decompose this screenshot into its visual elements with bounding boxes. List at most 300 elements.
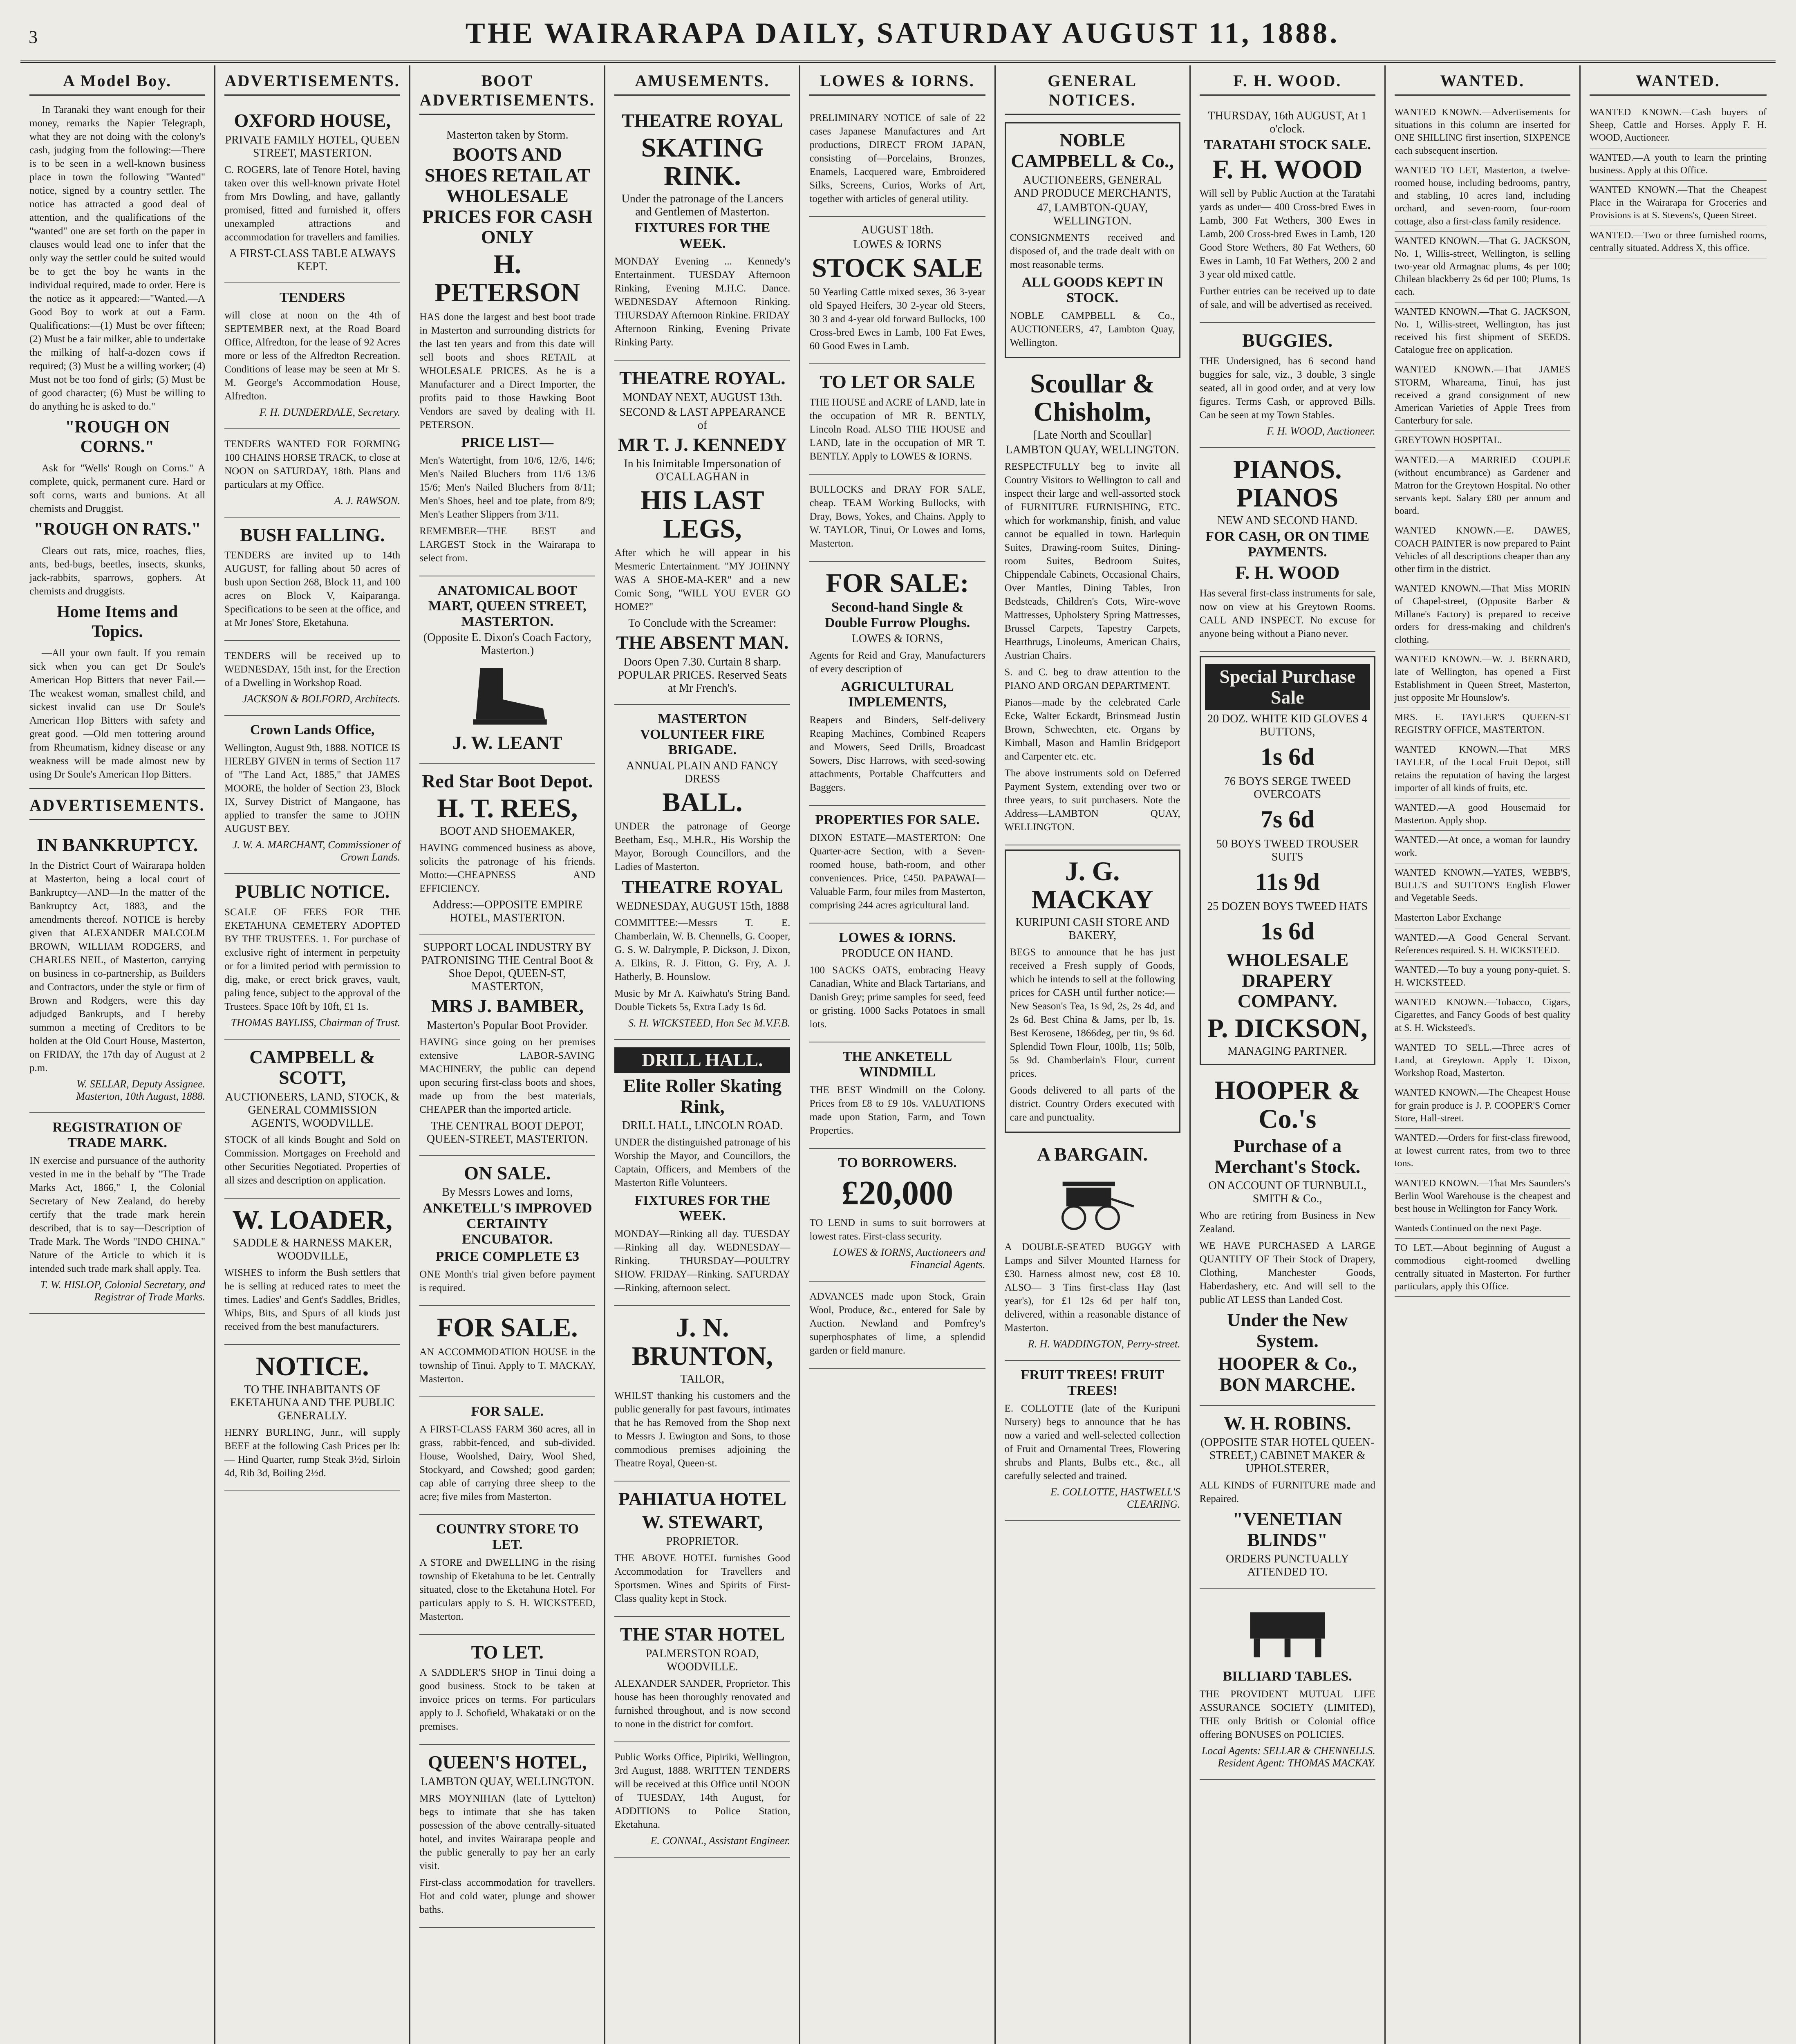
- ad-red-star: [419, 764, 595, 935]
- ad-name: MRS J. BAMBER,: [431, 995, 584, 1017]
- ad-heading: PROPERTIES FOR SALE.: [815, 812, 980, 828]
- wanted-item: WANTED.—A youth to learn the printing business. Apply at this Office.: [1590, 148, 1767, 181]
- ad-ploughs: [809, 562, 985, 806]
- ad-address: LAMBTON QUAY, WELLINGTON.: [1005, 443, 1179, 456]
- ad-footer: The above instruments sold on Deferred Payment System, extending over two or three years, to suit purchasers. Note the Address—LAMBTON QUAY, WELLINGTON.: [1004, 767, 1180, 833]
- ad-company: WHOLESALE DRAPERY COMPANY.: [1226, 949, 1349, 1012]
- ad-drill-hall: [614, 1040, 790, 1306]
- column-head: WANTED.: [1590, 71, 1767, 96]
- ad-heading: BUGGIES.: [1242, 330, 1333, 351]
- ad-signature: Local Agents: SELLAR & CHENNELLS. Resident Agent: THOMAS MACKAY.: [1201, 1745, 1375, 1769]
- ad-signature: S. H. WICKSTEED, Hon Sec M.V.F.B.: [628, 1017, 791, 1029]
- ad-subheading: AUCTIONEERS, LAND, STOCK, & GENERAL COMMISSION AGENTS, WOODVILLE.: [225, 1090, 400, 1130]
- ad-tagline: Masterton's Popular Boot Provider.: [427, 1019, 588, 1032]
- ad-note: ALL GOODS KEPT IN STOCK.: [1021, 275, 1163, 306]
- ad-encubator: [419, 1156, 595, 1307]
- column-1: [20, 65, 215, 2044]
- ad-text: 100 SACKS OATS, embracing Heavy Canadian, White and Black Tartarians, and Danish Grey; prime samples for seed, feed or gristing. 1000 Sacks Potatoes in small lots.: [809, 965, 985, 1030]
- ad-signature: W. SELLAR, Deputy Assignee. Masterton, 10th August, 1888.: [76, 1078, 206, 1102]
- column-4: [605, 65, 800, 2044]
- ad-subheading: LAMBTON QUAY, WELLINGTON.: [420, 1775, 594, 1788]
- wanted-item: WANTED.—To buy a young pony-quiet. S. H. WICKSTEED.: [1395, 961, 1570, 993]
- ad-name: Elite Roller Skating Rink,: [623, 1075, 782, 1117]
- ad-text: REMEMBER—THE BEST and LARGEST Stock in the Wairarapa to select from.: [419, 525, 596, 564]
- ad-text: DIXON ESTATE—MASTERTON: One Quarter-acre Section, with a Seven-roomed house, bath-room, and other conveniences. Price, £450. PAPAWAI—Valuable Farm, four miles from Masterton, comprising 244 acres agricultural land.: [809, 832, 985, 911]
- ad-big-title: Under the New System.: [1227, 1309, 1348, 1351]
- ad-heading: TENDERS: [279, 289, 345, 305]
- ad-heading: FOR SALE:: [826, 568, 969, 598]
- section-head: ADVERTISEMENTS.: [29, 796, 205, 820]
- ad-fire-brigade-ball: [614, 705, 790, 1040]
- ad-pianos: [1200, 448, 1375, 652]
- ad-text: WE HAVE PURCHASED A LARGE QUANTITY OF Their Stock of Drapery, Clothing, Manchester Goods, Haberdashery, etc. And will sell to the public AT LESS than Landed Cost.: [1199, 1240, 1375, 1306]
- ad-heading: TO LET.: [471, 1641, 544, 1663]
- ad-skating-rink: [614, 103, 790, 361]
- ad-heading: CAMPBELL & SCOTT,: [249, 1046, 376, 1088]
- column-head: A Model Boy.: [29, 71, 205, 96]
- wanted-item: WANTED.—Two or three furnished rooms, centrally situated. Address X, this office.: [1590, 226, 1767, 258]
- ad-heading: TARATAHI STOCK SALE.: [1204, 137, 1371, 152]
- ad-fixtures: MONDAY—Rinking all day. TUESDAY—Rinking all day. WEDNESDAY—Rinking. THURSDAY—POULTRY SHOW. FRIDAY—Rinking. SATURDAY—Rinking, afternoon select.: [614, 1228, 791, 1294]
- column-8: [1386, 65, 1581, 2044]
- ad-name: ANKETELL'S IMPROVED CERTAINTY ENCUBATOR.: [422, 1201, 592, 1247]
- ad-text: THE BEST Windmill on the Colony. Prices from £8 to £9 10s. VALUATIONS made upon Station, Farm, and Town Properties.: [809, 1085, 985, 1136]
- ad-text: Will sell by Public Auction at the Taratahi yards as under— 400 Cross-bred Ewes in Lamb, 300 Fat Wethers, 300 Ewes in Lamb, 200 Cross-bred Ewes in Lamb, 120 Good Store Wethers, 80 Fat Wethers, 60 Ewes in Lamb, 10 Fat Wethers, 200 2 and 3 year old mixed cattle.: [1199, 188, 1375, 280]
- columns: [20, 65, 1776, 2044]
- ad-name: BALL.: [662, 787, 743, 817]
- divider: [29, 788, 205, 789]
- ad-heading: Crown Lands Office,: [250, 722, 375, 738]
- ad-country-store: [419, 1515, 595, 1635]
- ad-big-title: HIS LAST LEGS,: [640, 485, 764, 544]
- ad-text: ALL KINDS of FURNITURE made and Repaired.: [1199, 1480, 1375, 1505]
- ad-heading: FOR SALE.: [471, 1403, 544, 1419]
- column-head: F. H. WOOD.: [1200, 71, 1375, 96]
- wanted-item: Masterton Labor Exchange: [1395, 908, 1570, 928]
- ad-text: AN ACCOMMODATION HOUSE in the township of Tinui. Apply to T. MACKAY, Masterton.: [419, 1346, 596, 1385]
- ad-venue: THEATRE ROYAL: [621, 876, 783, 897]
- column-7: [1191, 65, 1386, 2044]
- ad-kennedy: [614, 361, 790, 704]
- wanted-item: TO LET.—About beginning of August a commodious eight-roomed dwelling centrally situated in Masterton. For further particulars, apply this Office.: [1395, 1239, 1570, 1297]
- ad-text: UNDER the distinguished patronage of his Worship the Mayor, and Councillors, the Captain, Officers, and Members of the Masterton Rifle Volunteers.: [614, 1137, 791, 1189]
- ad-subheading: SECOND & LAST APPEARANCE of: [619, 406, 786, 432]
- ad-queens-hotel: [419, 1745, 595, 1928]
- ad-notice-eketahuna: [224, 1345, 400, 1491]
- ad-buggies: [1200, 323, 1375, 448]
- ad-subheading: MANAGING PARTNER.: [1227, 1045, 1348, 1058]
- article-text: Ask for "Wells' Rough on Corns." A complete, quick, permanent cure. Hard or soft corns, warts and bunions. At all chemists and Druggist.: [29, 463, 206, 514]
- ad-heading: FOR SALE.: [437, 1313, 578, 1343]
- ad-amount: £20,000: [841, 1174, 953, 1213]
- ad-loader: [224, 1199, 400, 1345]
- ad-mackay: [1005, 849, 1180, 1133]
- ad-heading: Red Star Boot Depot.: [422, 771, 593, 792]
- page-number: 3: [29, 27, 38, 47]
- column-6: [996, 65, 1191, 2044]
- wanted-item: GREYTOWN HOSPITAL.: [1395, 431, 1570, 450]
- ad-signature: E. COLLOTTE, HASTWELL'S CLEARING.: [1050, 1486, 1180, 1510]
- ad-subheading: (Opposite E. Dixon's Coach Factory, Masterton.): [423, 631, 591, 657]
- ad-subheading: [Late North and Scoullar]: [1033, 428, 1151, 442]
- ad-subheading: AUCTIONEERS, GENERAL AND PRODUCE MERCHANTS,: [1014, 174, 1171, 200]
- ad-heading: ON SALE.: [464, 1162, 551, 1183]
- ad-subheading: PROPRIETOR.: [666, 1535, 739, 1548]
- article-title: Home Items and Topics.: [56, 603, 178, 641]
- ad-date: THURSDAY, 16th AUGUST, At 1 o'clock.: [1208, 110, 1367, 135]
- ad-heading: BOOTS AND SHOES RETAIL AT WHOLESALE PRICES FOR CASH ONLY: [422, 144, 593, 248]
- ad-properties: [809, 806, 985, 923]
- ad-bargain: [1005, 1137, 1180, 1361]
- article-text: —All your own fault. If you remain sick when you can get Dr Soule's American Hop Bitters that never Fail.—The weakest woman, smallest child, and sickest invalid can use Dr Soule's American Hop Bitters with safety and great good. —Old men tottering around from Rheumatism, kidney disease or any weakness will be made almost new by using Dr Soule's American Hop Bitters.: [29, 648, 206, 780]
- ad-subheading: PALMERSTON ROAD, WOODVILLE.: [645, 1647, 759, 1673]
- ad-text: HENRY BURLING, Junr., will supply BEEF at the following Cash Prices per lb:— Hind Quarter, rump Steak 3½d, Sirloin 4d, Rib 3d, Boiling 2½d.: [224, 1427, 401, 1479]
- ad-noble-campbell: [1005, 122, 1180, 358]
- ad-note: A FIRST-CLASS TABLE ALWAYS KEPT.: [229, 247, 396, 273]
- article-text: In Taranaki they want enough for their money, remarks the Napier Telegraph, what they are not doing with the colony's cash, judging from the following:—There is to be seen in a well-known business place in town the following "Wanted" notice, signed by a country settler. The notice has attracted a good deal of attention, and the qualifications of the "wanted" one are set forth on the paper in clauses would lead one to infer that the only way the settler could be suited would be to get the boy he wants in the individual required, made to order. Here is the notice as it appeared:—"Wanted.—A Good Boy to work at out a Farm. Qualifications:—(1) Must be over fifteen; (2) Must be a fair milker, able to undertake the milking of half-a-dozen cows if required; (3) Must be a willing worker; (4) Must not be too fond of girls; (5) Must be of good character; (6) Must be willing to do anything he is asked to do.": [29, 104, 206, 412]
- article-model-boy: [29, 103, 205, 781]
- ad-name: J. N. BRUNTON,: [632, 1313, 773, 1371]
- ad-subheading: PRIVATE FAMILY HOTEL, QUEEN STREET, MASTERTON.: [225, 133, 400, 159]
- ad-heading: "VENETIAN BLINDS": [1232, 1508, 1342, 1550]
- ad-price: 1s 6d: [1260, 743, 1315, 771]
- wanted-item: WANTED KNOWN.—Tobacco, Cigars, Cigarettes, and Fancy Goods of best quality at S. H. Wicksteed's.: [1395, 993, 1570, 1038]
- ad-brunton: [614, 1306, 790, 1481]
- ad-heading: PAHIATUA HOTEL: [618, 1488, 786, 1509]
- wanted-item: WANTED.—A Good General Servant. References required. S. H. WICKSTEED.: [1395, 928, 1570, 961]
- ad-robins: [1200, 1406, 1375, 1589]
- ad-subheading: SUPPORT LOCAL INDUSTRY BY PATRONISING THE Central Boot & Shoe Depot, QUEEN-ST, MASTERTON,: [421, 941, 594, 993]
- ad-text: THE ABOVE HOTEL furnishes Good Accommodation for Travellers and Sportsmen. Wines and Spirits of First-Class quality kept in Stock.: [614, 1553, 791, 1605]
- ad-text: THE HOUSE and ACRE of LAND, late in the occupation of MR R. BENTLY, Lincoln Road. ALSO THE HOUSE and LAND, late in the occupation of MR T. BENTLY. Apply to LOWES & IORNS.: [809, 397, 985, 462]
- ad-price: 1s 6d: [1260, 918, 1315, 945]
- ad-piano-heading: S. and C. beg to draw attention to the PIANO AND ORGAN DEPARTMENT.: [1004, 666, 1180, 691]
- ad-subheading: Second-hand Single & Double Furrow Ploughs.: [824, 600, 970, 631]
- wanted-item: WANTED.—A good Housemaid for Masterton. Apply shop.: [1395, 798, 1570, 831]
- ad-music: Music by Mr A. Kaiwhatu's String Band. Double Tickets 5s, Extra Lady 1s 6d.: [614, 988, 791, 1013]
- column-5: [800, 65, 995, 2044]
- ad-text: WHILST thanking his customers and the public generally for past favours, intimates that he has Removed from the Shop next to Messrs J. Ewington and Sons, to those commodious premises adjoining the Theatre Royal, Queen-st.: [614, 1390, 791, 1469]
- ad-subheading: KURIPUNI CASH STORE AND BAKERY,: [1015, 916, 1169, 942]
- billiard-table-icon: [1243, 1598, 1332, 1664]
- ad-piano-text: Pianos—made by the celebrated Carle Ecke, Walter Eckardt, Brinsmead Justin Brown, Schwechten, etc. Organs by Kimball, Mason and Hamlin Bridgeport and Carpenter etc. etc.: [1004, 697, 1180, 762]
- ad-signature: F. H. WOOD, Auctioneer.: [1267, 425, 1375, 437]
- ad-text: In the District Court of Wairarapa holden at Masterton, being a local court of Bankruptcy—AND—In the matter of the Bankruptcy Act, 1883, and the amendments thereof. NOTICE is hereby given that ALEXANDER MALCOLM BROWN, WILLIAM RODGERS, and CHARLES NEIL, of Masterton, carrying on business in co-partnership, as Builders and Contractors, under the style or firm of Brown and Rodgers, were this day adjudged Bankrupts, and I hereby summon a meeting of Creditors to be holden at the Old Court House, Masterton, on FRIDAY, the 17th day of August at 2 p.m.: [29, 860, 206, 1074]
- ad-text: MRS MOYNIHAN (late of Lyttelton) begs to intimate that she has taken possession of the above centrally-situated hotel, and invites Wairarapa people and the public generally to pay her an early visit.: [419, 1793, 596, 1871]
- ad-text: Agents for Reid and Gray, Manufacturers of every description of: [809, 650, 985, 675]
- ad-heading: THE STAR HOTEL: [620, 1624, 785, 1645]
- ad-signature: JACKSON & BOLFORD, Architects.: [242, 693, 401, 705]
- ad-text: After which he will appear in his Mesmeric Entertainment. "MY JOHNNY WAS A SHOE-MA-KER" and a new Comic Song, "WILL YOU EVER GO HOME?": [614, 547, 791, 612]
- ad-name: NOBLE CAMPBELL & Co.,: [1011, 130, 1174, 171]
- ad-terms: FOR CASH, OR ON TIME PAYMENTS.: [1205, 529, 1370, 560]
- ad-heading: COUNTRY STORE TO LET.: [436, 1521, 579, 1552]
- ad-bush-falling: [224, 518, 400, 641]
- ad-item: 25 DOZEN BOYS TWEED HATS: [1207, 900, 1368, 913]
- ad-text: Wellington, August 9th, 1888. NOTICE IS HEREBY GIVEN in terms of Section 117 of "The Land Act, 1885," that JAMES MOORE, the holder of Section 23, Block IX, Survey District of Mangaone, has applied to transfer the same to JOHN AUGUST BEY.: [224, 742, 401, 835]
- ad-text: A FIRST-CLASS FARM 360 acres, all in grass, rabbit-fenced, and sub-divided. House, Woolshed, Dairy, Wool Shed, Stockyard, and Cowshed; good garden; cap able of carrying three sheep to the acre; five miles from Masterton.: [419, 1423, 596, 1502]
- ad-subheading: BOOT AND SHOEMAKER,: [440, 825, 575, 838]
- wanted-item: WANTED TO SELL.—Three acres of Land, at Greytown. Apply T. Dixon, Workshop Road, Masterton.: [1395, 1038, 1570, 1084]
- ad-text: ALEXANDER SANDER, Proprietor. This house has been thoroughly renovated and furnished throughout, and is now second to none in the district for comfort.: [614, 1678, 791, 1730]
- ad-subheading: ANNUAL PLAIN AND FANCY DRESS: [626, 759, 779, 785]
- ad-footer: Further entries can be received up to date of sale, and will be advertised as received.: [1199, 286, 1375, 311]
- ad-heading: IN BANKRUPTCY.: [36, 834, 198, 855]
- ad-anatomical-boot: [419, 576, 595, 764]
- ad-text: ADVANCES made upon Stock, Grain Wool, Produce, &c., entered for Sale by Auction. Newland and Pomfrey's superphosphates of lime, a splendid garden or field manure.: [809, 1291, 985, 1356]
- ad-subheading: TO THE INHABITANTS OF EKETAHUNA AND THE PUBLIC GENERALLY.: [230, 1383, 395, 1422]
- ad-text: TENDERS are invited up to 14th AUGUST, for falling about 50 acres of bush upon Section 268, Block 11, and 100 acres on Block V, Kaiparanga. Specifications to be seen at the office, and at Mr Jones' Store, Eketahuna.: [224, 550, 401, 629]
- ad-address: Address:—OPPOSITE EMPIRE HOTEL, MASTERTON.: [432, 899, 583, 925]
- ad-subheading: LOWES & IORNS: [853, 238, 942, 251]
- ad-text: STOCK of all kinds Bought and Sold on Commission. Mortgages on Freehold and other Securities Negotiated. Properties of all sizes and description on application.: [224, 1134, 401, 1186]
- column-head: WANTED.: [1395, 71, 1570, 96]
- ad-note: ORDERS PUNCTUALLY ATTENDED TO.: [1226, 1553, 1349, 1579]
- ad-campbell-scott: [224, 1040, 400, 1199]
- ad-subheading: (OPPOSITE STAR HOTEL QUEEN-STREET,) CABINET MAKER & UPHOLSTERER,: [1200, 1436, 1375, 1475]
- article-title: "ROUGH ON CORNS.": [65, 418, 170, 456]
- ad-heading: THEATRE ROYAL.: [619, 368, 786, 389]
- ad-text: IN exercise and pursuance of the authority vested in me in the behalf by "The Trade Marks Act, 1866," I, the Colonial Secretary of New Zealand, do hereby certify that the trade mark herein described, that is to say—Description of Trade Mark. The Words "INDO CHINA." Nature of the Article to which it is intended such trade mark shall apply. Tea.: [29, 1155, 206, 1274]
- column-2: [215, 65, 410, 2044]
- ad-to-let-or-sale: [809, 364, 985, 475]
- ad-text: A DOUBLE-SEATED BUGGY with Lamps and Silver Mounted Harness for £30. Harness almost new, cost £8 10. ALSO— 3 Tins first-class Hay (last year's), for £1 12s 6d per half ton, delivered, within a reasonable distance of Masterton.: [1004, 1241, 1180, 1334]
- ad-text: TO LEND in sums to suit borrowers at lowest rates. First-class security.: [809, 1217, 985, 1242]
- ad-text: UNDER the patronage of George Beetham, Esq., M.H.R., His Worship the Mayor, Borough Councillors, and the Ladies of Masterton.: [614, 820, 791, 872]
- ad-text: MONDAY Evening ... Kennedy's Entertainment. TUESDAY Afternoon Rinking, Evening M.H.C. Dance. WEDNESDAY Afternoon Rinking. THURSDAY Afternoon Rinkine. FRIDAY Afternoon Rinking, Evening Private Rinking Party.: [614, 256, 791, 348]
- ad-taratahi-sale: [1200, 103, 1375, 323]
- ad-text: SCALE OF FEES FOR THE EKETAHUNA CEMETERY ADOPTED BY THE TRUSTEES. 1. For purchase of exclusive right of interment in perpetuity or for a limited period with permission to dig, make, or erect brick graves, vault, paling fence, subject to the approval of the Trustees. Space 10ft by 10ft, £1 1s.: [224, 906, 401, 1012]
- ad-subheading: Masterton taken by Storm.: [446, 129, 569, 141]
- ad-heading: DRILL HALL.: [614, 1047, 790, 1073]
- ad-trademark: [29, 1113, 205, 1314]
- wanted-item: WANTED.—At once, a woman for laundry work.: [1395, 831, 1570, 863]
- ad-item: 76 BOYS SERGE TWEED OVERCOATS: [1224, 775, 1351, 801]
- ad-subheading: SADDLE & HARNESS MAKER, WOODVILLE,: [233, 1237, 392, 1263]
- ad-note: First-class accommodation for travellers. Hot and cold water, plunge and shower baths.: [419, 1877, 596, 1915]
- wanted-item: WANTED KNOWN.—That Mrs Saunders's Berlin Wool Warehouse is the cheapest and best house in Wellington for Fancy Work.: [1395, 1174, 1570, 1219]
- ad-text: C. ROGERS, late of Tenore Hotel, having taken over this well-known private Hotel from Mrs Dowling, and have, gallantly promised, fitted and furnished it, offers unexampled attractions and accommodation for travellers and families.: [224, 164, 401, 243]
- ad-footer: HOOPER & Co., BON MARCHE.: [1218, 1353, 1357, 1395]
- ad-name: J. W. LEANT: [452, 732, 562, 753]
- ad-name: J. G. MACKAY: [1031, 856, 1153, 915]
- wanted-item: WANTED.—Orders for first-class firewood, at lowest current rates, from two to three tons.: [1395, 1129, 1570, 1174]
- ad-signature: LOWES & IORNS, Auctioneers and Financial Agents.: [833, 1246, 985, 1271]
- ad-public-notice: [224, 874, 400, 1040]
- wanted-item: WANTED KNOWN.—The Cheapest House for grain produce is J. P. COOPER'S Corner Store, Hall-street.: [1395, 1083, 1570, 1129]
- ad-subheading: TAILOR,: [680, 1372, 725, 1385]
- buggy-icon: [1048, 1170, 1138, 1235]
- boot-icon: [462, 662, 552, 728]
- wanted-list: [1590, 103, 1767, 258]
- ad-text: BULLOCKS and DRAY FOR SALE, cheap. TEAM Working Bullocks, with Dray, Bows, Yokes, and Chains. Apply to W. TAYLOR, Tinui, Or Lowes and Iorns, Masterton.: [809, 484, 985, 549]
- wanted-item: WANTED KNOWN.—That MRS TAYLER, of the Local Fruit Depot, still retains the reputation of having the largest importer of all kinds of fruits, etc.: [1395, 740, 1570, 798]
- ad-pahiatua-hotel: [614, 1481, 790, 1617]
- ad-windmill: [809, 1042, 985, 1149]
- ad-heading: OXFORD HOUSE,: [234, 110, 391, 131]
- ad-borrowers: [809, 1149, 985, 1282]
- column-head: AMUSEMENTS.: [614, 71, 790, 96]
- ad-heading: ANATOMICAL BOOT MART, QUEEN STREET, MASTERTON.: [428, 583, 587, 629]
- ad-horse-track: [224, 429, 400, 518]
- ad-text: E. COLLOTTE (late of the Kuripuni Nursery) begs to announce that he has now a varied and well-selected collection of Fruit and Ornamental Trees, Flowering shrubs and Plants, Bulbs etc., &c., all carefully selected and trained.: [1004, 1403, 1180, 1481]
- ad-subheading: PRODUCE ON HAND.: [841, 947, 953, 960]
- newspaper-title: THE WAIRARAPA DAILY, SATURDAY AUGUST 11, 1888.: [465, 17, 1340, 49]
- ad-fruit-trees: [1005, 1361, 1180, 1521]
- ad-footer: Goods delivered to all parts of the district. Country Orders executed with care and punctuality.: [1010, 1085, 1175, 1123]
- wanted-item: WANTED KNOWN.—That Miss MORIN of Chapel-street, (Opposite Barber & Millane's Factory) is prepared to receive orders for dress-making and children's clothing.: [1395, 579, 1570, 650]
- ad-text: THE PROVIDENT MUTUAL LIFE ASSURANCE SOCIETY (LIMITED), THE only British or Colonial office offering BONUSES on POLICIES.: [1199, 1689, 1375, 1741]
- ad-item: 50 BOYS TWEED TROUSER SUITS: [1216, 838, 1359, 864]
- ad-heading: BUSH FALLING.: [240, 524, 385, 545]
- wanted-item: WANTED KNOWN.—That JAMES STORM, Whareama, Tinui, has just received a grand consignment of new American Varieties of Apple Trees from Canterbury for sale.: [1395, 360, 1570, 431]
- masthead: [20, 16, 1776, 63]
- ad-name: H. PETERSON: [434, 249, 580, 308]
- ad-for-sale-tinui: [419, 1306, 595, 1397]
- ad-text: A STORE and DWELLING in the rising township of Eketahuna to be let. Centrally situated, close to the Eketahuna Hotel. For particulars apply to S. H. WICKSTEED, Masterton.: [419, 1557, 596, 1622]
- ad-text: TENDERS will be received up to WEDNESDAY, 15th inst, for the Erection of a Dwelling in Workshop Road.: [224, 650, 401, 689]
- ad-price-heading: PRICE LIST—: [461, 435, 554, 450]
- ad-subheading: ON ACCOUNT OF TURNBULL, SMITH & Co.,: [1208, 1179, 1366, 1206]
- ad-name: AGRICULTURAL IMPLEMENTS,: [841, 679, 954, 710]
- ad-text: Reapers and Binders, Self-delivery Reaping Machines, Combined Reapers and Mowers, Seed Drills, Broadcast Sowers, Disc Harrows, with seed-sowing attachments, Portable Chaffcutters and Baggers.: [809, 715, 985, 793]
- ad-bullocks: [809, 475, 985, 562]
- ad-heading: LOWES & IORNS.: [839, 930, 956, 946]
- ad-footer: THE CENTRAL BOOT DEPOT, QUEEN-STREET, MASTERTON.: [426, 1119, 588, 1145]
- ad-date: WEDNESDAY, AUGUST 15th, 1888: [616, 900, 789, 913]
- ad-special-purchase: [1200, 656, 1375, 1065]
- ad-japan-sale: [809, 103, 985, 217]
- ad-address: 47, LAMBTON-QUAY, WELLINGTON.: [1037, 202, 1148, 228]
- ad-signature: R. H. WADDINGTON, Perry-street.: [1028, 1338, 1180, 1350]
- wanted-item: WANTED KNOWN.—That the Cheapest Place in the Wairarapa for Groceries and Provisions is at S. Stevens's, Queen Street.: [1590, 181, 1767, 226]
- ad-dwelling-tender: [224, 641, 400, 716]
- ad-heading: THE ANKETELL WINDMILL: [842, 1049, 952, 1080]
- wanted-item: MRS. E. TAYLER'S QUEEN-ST REGISTRY OFFICE, MASTERTON.: [1395, 708, 1570, 740]
- ad-text: THE Undersigned, has 6 second hand buggies for sale, viz., 3 double, 3 single seated, all in good order, and at very low figures. Terms Cash, or approved Bills. Can be seen at my Town Stables.: [1199, 355, 1375, 421]
- ad-name: SKATING RINK.: [641, 132, 764, 191]
- wanted-list: [1395, 103, 1570, 1297]
- ad-subheading: Under the patronage of the Lancers and Gentlemen of Masterton.: [621, 193, 784, 219]
- ad-doors: Doors Open 7.30. Curtain 8 sharp. POPULAR PRICES. Reserved Seats at Mr French's.: [618, 655, 787, 695]
- ad-crown-lands: [224, 716, 400, 874]
- ad-name: F. H. WOOD: [1212, 155, 1363, 184]
- ad-price: 11s 9d: [1255, 868, 1320, 896]
- ad-heading: BILLIARD TABLES.: [1223, 1669, 1352, 1684]
- ad-heading: NOTICE.: [255, 1351, 369, 1382]
- ad-conclude: To Conclude with the Screamer:: [628, 616, 777, 630]
- ad-text: 50 Yearling Cattle mixed sexes, 36 3-year old Spayed Heifers, 30 2-year old Steers, 30 3 and 4-year old forward Bullocks, 100 Cross-bred Ewes in Lamb, 100 Fat Ewes, 60 Good Ewes in Lamb.: [809, 287, 985, 352]
- wanted-item: WANTED KNOWN.—Cash buyers of Sheep, Cattle and Horses. Apply F. H. WOOD, Auctioneer.: [1590, 103, 1767, 148]
- ad-text: Who are retiring from Business in New Zealand.: [1199, 1210, 1375, 1235]
- ad-text: WISHES to inform the Bush settlers that he is selling at reduced rates to meet the times. Ladies' and Gent's Saddles, Bridles, Whips, Bits, and Spurs of all kinds just received from the best manufacturers.: [224, 1267, 401, 1333]
- ad-subheading: By Messrs Lowes and Iorns,: [442, 1186, 573, 1199]
- ad-text: HAS done the largest and best boot trade in Masterton and surrounding districts for the last ten years and from this date will sell boots and shoes RETAIL at WHOLESALE PRICES. As he is a Manufacturer and a Direct Importer, the profits paid to those Hawking Boot Vendors are saved by dealing with H. PETERSON.: [419, 311, 596, 430]
- ad-heading: A BARGAIN.: [1037, 1144, 1148, 1165]
- ad-name: H. T. REES,: [437, 793, 578, 823]
- ad-name: Scoullar & Chisholm,: [1030, 369, 1155, 427]
- column-3: [410, 65, 605, 2044]
- column-head: ADVERTISEMENTS.: [224, 71, 400, 96]
- ad-scoullar-chisholm: [1005, 362, 1180, 845]
- wanted-item: WANTED KNOWN.—YATES, WEBB'S, BULL'S and SUTTON'S English Flower and Vegetable Seeds.: [1395, 863, 1570, 909]
- ad-name: W. H. ROBINS.: [1223, 1412, 1351, 1434]
- ad-price: 7s 6d: [1260, 806, 1315, 833]
- ad-heading: THEATRE ROYAL: [621, 110, 783, 131]
- ad-text: BEGS to announce that he has just received a Fresh supply of Goods, which he intends to sell at the following prices for CASH until further notice:— New Season's Tea, 1s 9d, 2s, 2s 4d, and 2s 6d. Best China & Jams, per lb, 1s. Best Kerosene, 1866deg, per tin, 9s 6d. Splendid Town Flour, 100lb, 11s; 50lb, 5s 9d. Chamberlain's Flour, current prices.: [1010, 947, 1175, 1080]
- ad-heading: REGISTRATION OF TRADE MARK.: [52, 1119, 182, 1150]
- ad-name: F. H. WOOD: [1235, 562, 1340, 583]
- ad-heading: STOCK SALE: [812, 253, 983, 283]
- ad-text: ONE Month's trial given before payment is required.: [419, 1269, 596, 1294]
- ad-signature: J. W. A. MARCHANT, Commissioner of Crown Lands.: [232, 839, 401, 863]
- ad-signature: T. W. HISLOP, Colonial Secretary, and Registrar of Trade Marks.: [40, 1278, 206, 1303]
- ad-price-list: Men's Watertight, from 10/6, 12/6, 14/6; Men's Nailed Bluchers from 11/6 13/6 15/6; Men's Nailed Bluchers from 8/11; Men's Shoes, heel and toe plate, from 8/9; Men's Leather Slippers from 3/11.: [419, 455, 596, 520]
- ad-heading: QUEEN'S HOTEL,: [428, 1752, 587, 1773]
- column-head: BOOT ADVERTISEMENTS.: [419, 71, 595, 115]
- wanted-item: WANTED.—A MARRIED COUPLE (without encumbrance) as Gardener and Matron for the Greytown Hospital. No other servants kept. Salary £80 per annum and board.: [1395, 451, 1570, 522]
- ad-advances: [809, 1282, 985, 1369]
- ad-subheading: DRILL HALL, LINCOLN ROAD.: [622, 1119, 783, 1132]
- column-head: GENERAL NOTICES.: [1005, 71, 1180, 115]
- wanted-item: WANTED TO LET, Masterton, a twelve-roomed house, including bedrooms, pantry, and stabling, 10 acres land, including orchard, and seven-room, four-room cottage, also a first-class family residence.: [1395, 161, 1570, 232]
- ad-committee: COMMITTEE:—Messrs T. E. Chamberlain, W. B. Chennells, G. Cooper, G. S. W. Dalrymple, P. Dickson, J. Dixon, A. Elkins, R. J. Fitton, G. Fry, A. J. Hatherly, B. Hounslow.: [614, 917, 791, 983]
- ad-text: TENDERS WANTED FOR FORMING 100 CHAINS HORSE TRACK, to close at NOON on SATURDAY, 18th. Plans and particulars at my Office.: [224, 438, 401, 490]
- ad-item: 20 DOZ. WHITE KID GLOVES 4 BUTTONS,: [1207, 713, 1368, 739]
- ad-hooper: [1200, 1069, 1375, 1405]
- ad-heading: Special Purchase Sale: [1205, 664, 1370, 710]
- wanted-item: WANTED KNOWN.—Advertisements for situations in this column are inserted for ONE SHILLING first insertion, SIXPENCE each subsequent insertion.: [1395, 103, 1570, 161]
- ad-peterson: [419, 122, 595, 576]
- ad-text: Has several first-class instruments for sale, now on view at his Greytown Rooms. CALL AND INSPECT. No excuse for anyone being without a Piano never.: [1199, 588, 1375, 640]
- ad-public-works: [614, 1742, 790, 1858]
- ad-heading: MASTERTON VOLUNTEER FIRE BRIGADE.: [640, 711, 765, 758]
- wanted-item: WANTED KNOWN.—W. J. BERNARD, late of Wellington, has opened a First Establishment in Queen Street, Masterton, just opposite Mr Hounslow's.: [1395, 650, 1570, 708]
- ad-heading: W. LOADER,: [232, 1205, 393, 1235]
- ad-heading: PIANOS. PIANOS: [1233, 454, 1342, 513]
- ad-name: P. DICKSON,: [1207, 1013, 1368, 1044]
- ad-oxford-house: [224, 103, 400, 283]
- column-head: LOWES & IORNS.: [809, 71, 985, 96]
- ad-text: CONSIGNMENTS received and disposed of, and the trade dealt with on most reasonable terms.: [1010, 232, 1175, 271]
- wanted-item: Wanteds Continued on the next Page.: [1395, 1219, 1570, 1239]
- ad-fixtures-heading: FIXTURES FOR THE WEEK.: [634, 1193, 770, 1224]
- ad-name: HOOPER & Co.'s: [1214, 1076, 1361, 1134]
- ad-price: PRICE COMPLETE £3: [435, 1249, 579, 1264]
- ad-text: PRELIMINARY NOTICE of sale of 22 cases Japanese Manufactures and Art productions, DIRECT FROM JAPAN, consisting of—Porcelains, Bronzes, Enamels, Lacquered ware, Embroidered Silks, Screens, Curios, Works of Art, together with articles of general utility.: [809, 112, 985, 204]
- ad-text: A SADDLER'S SHOP in Tinui doing a good business. Stock to be taken at invoice prices on terms. For particulars apply to J. Schofield, Whakataki or on the premises.: [419, 1667, 596, 1732]
- ad-heading: TO LET OR SALE: [820, 371, 975, 392]
- ad-tagline: In his Inimitable Impersonation of O'CALLAGHAN in: [624, 457, 781, 484]
- ad-subheading: NEW AND SECOND HAND.: [1217, 514, 1358, 527]
- ad-footer: NOBLE CAMPBELL & Co., AUCTIONEERS, 47, Lambton Quay, Wellington.: [1010, 310, 1175, 349]
- ad-date: AUGUST 18th.: [861, 224, 934, 236]
- ad-tenders-alfredton: [224, 283, 400, 429]
- wanted-item: WANTED KNOWN.—That G. JACKSON, No. 1, Willis-street, Wellington, is selling two-year old Armagnac plums, 4s per 100; Chilean blackberry 2s 6d per 100; Plums, 1s each.: [1395, 232, 1570, 303]
- ad-heading: TO BORROWERS.: [838, 1155, 957, 1171]
- ad-farm-for-sale: [419, 1397, 595, 1515]
- ad-billiard-tables: [1200, 1589, 1375, 1780]
- ad-star-hotel: [614, 1617, 790, 1742]
- ad-date: MONDAY NEXT, AUGUST 13th.: [622, 391, 782, 404]
- ad-text: RESPECTFULLY beg to invite all Country Visitors to Wellington to call and inspect their large and well-assorted stock of FURNITURE FURNISHING, ETC. which for workmanship, finish, and value cannot be equalled in town. Harlequin Suites, Drawing-room Suites, Dining-room Suites, Bedroom Suites, Chippendale Cabinets, Occasional Chairs, Over Mantles, Dining Tables, Iron Bedsteads, Children's Cots, Wire-wove Mattresses, Upholstery Spring Mattresses, Brussel Carpets, Tapestry Carpets, Hearthrugs, Linoleums, American Chairs, Austrian Chairs.: [1004, 461, 1180, 661]
- ad-text: HAVING commenced business as above, solicits the patronage of his friends. Motto:—CHEAPNESS AND EFFICIENCY.: [419, 843, 596, 894]
- wanted-item: WANTED KNOWN.—E. DAWES, COACH PAINTER is now prepared to Paint Vehicles of all descriptions cheaper than any other firm in the district.: [1395, 521, 1570, 579]
- ad-to-let-saddler: [419, 1635, 595, 1745]
- ad-bankruptcy: [29, 827, 205, 1113]
- ad-heading: FRUIT TREES! FRUIT TREES!: [1021, 1367, 1164, 1398]
- ad-agent: LOWES & IORNS,: [851, 632, 943, 645]
